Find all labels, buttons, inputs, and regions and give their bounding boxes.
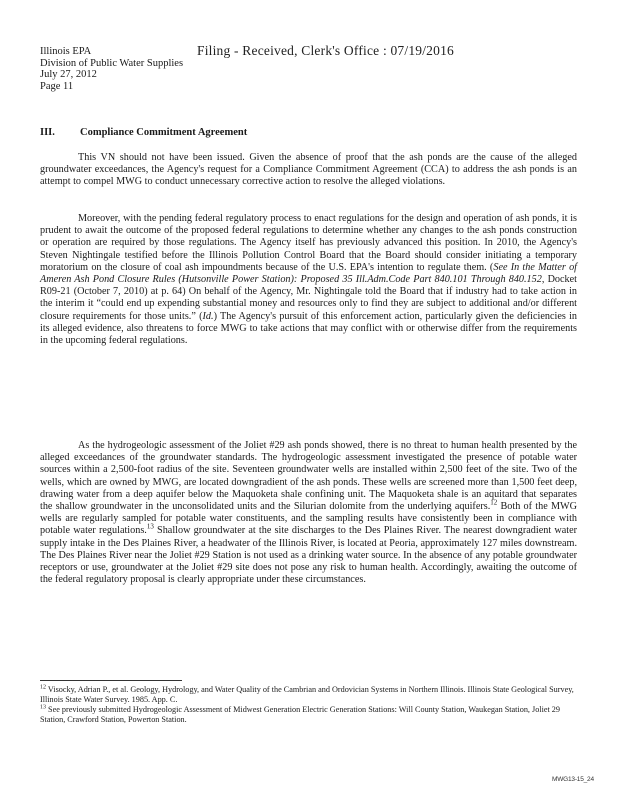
paragraph-2-part-b: , Docket R09-21 (October 7, 2010) at p. 64) On behalf of the Agency, Mr. Nightingale told the Board that if industry had to take action in the interim it “could end up expending substantial money and resources only to find they are subject to additional and/or different closure requirements for those units.” (	[40, 274, 577, 322]
bates-number: MWG13-15_24	[552, 776, 594, 783]
footnote-text: See previously submitted Hydrogeologic Assessment of Midwest Generation Electric Generation Stations: Will County Station, Waukegan Station, Joliet 29 Station, Crawford Station, Powerton Station.	[40, 705, 560, 724]
section-number: III.	[40, 127, 55, 138]
paragraph-3-part-a: As the hydrogeologic assessment of the Joliet #29 ash ponds showed, there is no threat to human health presented by the alleged exceedances of the groundwater standards. The hydrogeologic assessment investigated the presence of potable water sources within a 2,500-foot radius of the site. Seventeen groundwater wells are installed within 2,500 feet of the site. Two of the wells, which are owned by MWG, are located downgradient of the ash ponds. These wells are screened more than 1,500 feet deep, drawing water from a deep aquifer below the Maquoketa shale confining unit. The Maquoketa shale is an aquitard that separates the shallow groundwater in the unconsolidated units and the Silurian dolomite from the underlying aquifers.	[40, 440, 577, 513]
footnote-ref-13: 13	[146, 523, 154, 532]
footnote-number: 12	[40, 684, 46, 691]
footnote-12	[40, 685, 580, 705]
footnotes	[40, 685, 580, 725]
footnote-ref-12: 12	[490, 498, 498, 507]
paragraph-2-part-a: Moreover, with the pending federal regulatory process to enact regulations for the design and operation of ash ponds, it is prudent to await the outcome of the proposed federal regulations to determine whether any changes to the ash ponds construction or operation are required by those regulations. The Agency itself has previously advanced this position. In 2010, the Agency's Steven Nightingale testified before the Illinois Pollution Control Board that the Board should consider initiating a temporary moratorium on the closure of coal ash impoundments because of the U.S. EPA's intention to regulate them. (	[40, 213, 577, 273]
case-citation: See In the Matter of Ameren Ash Pond Closure Rules (Hutsonville Power Station): Proposed 35 Ill.Adm.Code Part 840.101 Through 840.152	[40, 261, 577, 286]
footnote-text: Visocky, Adrian P., et al. Geology, Hydrology, and Water Quality of the Cambrian and Ordovician Systems in Northern Illinois. Illinois State Geological Survey, Illinois State Water Survey. 1985. App. C.	[40, 685, 574, 704]
paragraph-2-part-c: ) The Agency's pursuit of this enforcement action, particularly given the deficiencies in its alleged evidence, also threatens to force MWG to take actions that may conflict with or otherwise differ from the requirements in the upcoming federal regulations.	[40, 310, 577, 347]
footnote-divider	[40, 680, 182, 681]
letter-header	[40, 46, 183, 92]
header-date: July 27, 2012	[40, 69, 97, 80]
paragraph-2	[40, 213, 577, 347]
filing-stamp: Filing - Received, Clerk's Office : 07/19/2016	[197, 43, 454, 58]
section-title: Compliance Commitment Agreement	[80, 127, 248, 138]
header-page-number: Page 11	[40, 80, 74, 92]
paragraph-3-part-c: Shallow groundwater at the site discharges to the Des Plaines River. The nearest downgradient water supply intake in the Des Plaines River, a headwater of the Illinois River, is located at Peoria, approximately 127 miles downstream. The Des Plaines River near the Joliet #29 Station is not used as a drinking water source. In the absence of any potable groundwater receptors or use, groundwater at the Joliet #29 site does not pose any risk to human health. Accordingly, awaiting the outcome of the federal regulatory proposal is clearly appropriate under these circumstances.	[40, 525, 577, 586]
id-citation: Id.	[202, 310, 214, 322]
header-agency: Illinois EPA	[40, 46, 92, 57]
footnote-number: 13	[40, 704, 46, 711]
header-division: Division of Public Water Supplies	[40, 57, 184, 69]
footnote-13	[40, 705, 580, 725]
paragraph-3	[40, 440, 577, 586]
paragraph-1: This VN should not have been issued. Given the absence of proof that the ash ponds are the cause of the alleged groundwater exceedances, the Agency's request for a Compliance Commitment Agreement (CCA) to address the ash ponds is an attempt to compel MWG to conduct unnecessary corrective action to resolve the alleged violations.	[40, 152, 577, 188]
section-heading	[40, 127, 247, 138]
paragraph-3-part-b: Both of the MWG wells are regularly sampled for potable water constituents, and the sampling results have consistently been in compliance with potable water regulations.	[40, 501, 577, 537]
